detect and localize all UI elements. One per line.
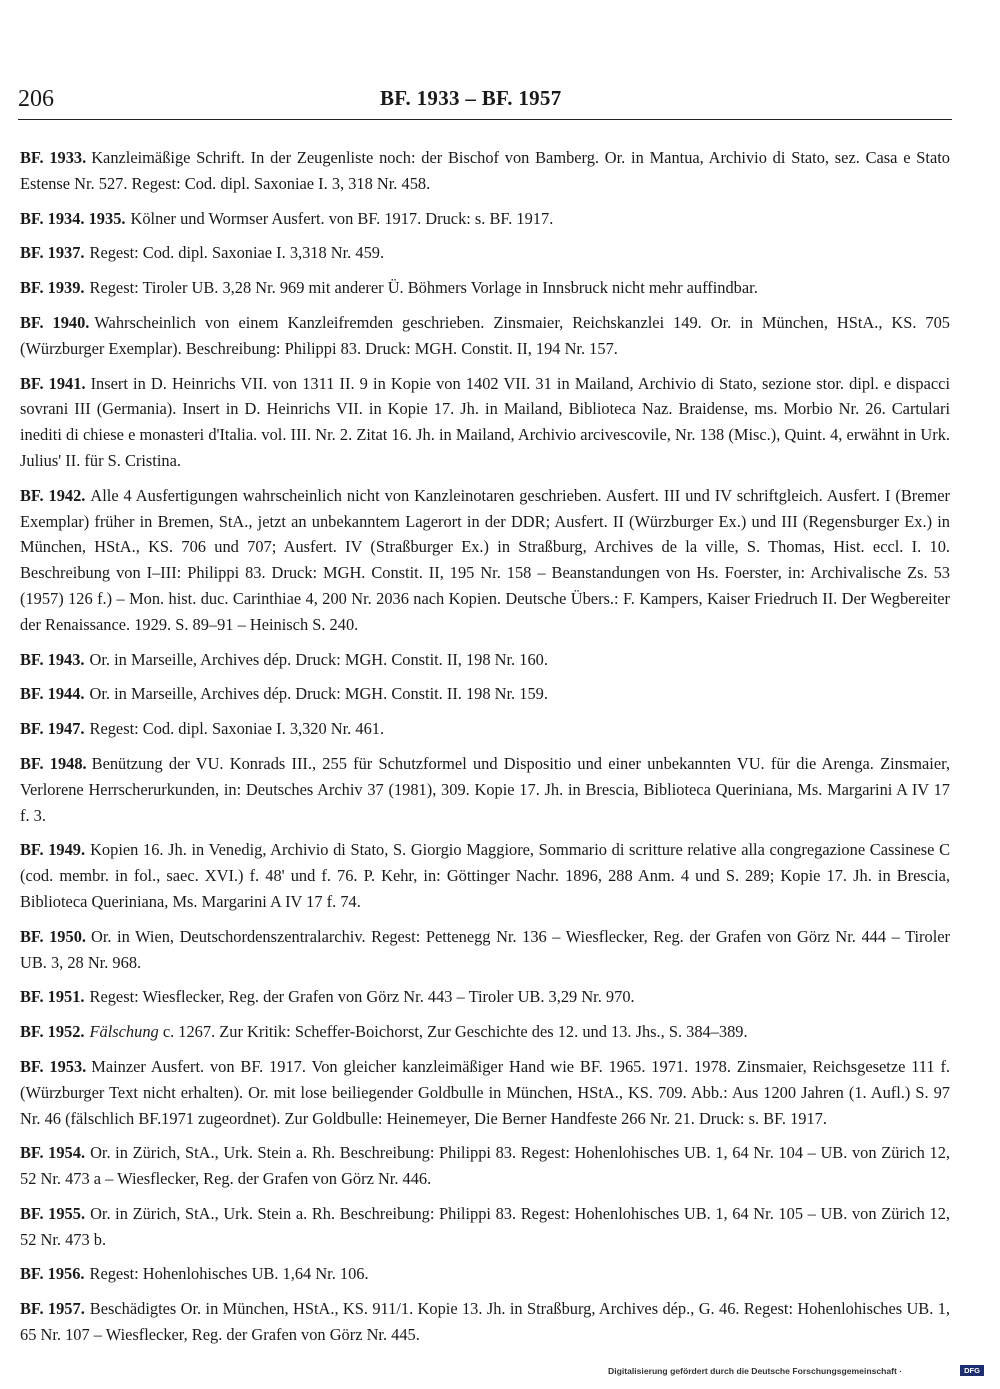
entry-text: Wahrscheinlich von einem Kanzleifremden geschrieben. Zinsmaier, Reichskanzlei 149. Or. in München, HStA., KS. 705 (Würzburger Exemplar). Beschreibung: Philippi 83. Druck: MGH. Constit. II, 194 Nr. 157. [20,312,950,358]
entry [20,275,950,301]
entry-id: BF. 1951. [20,987,85,1007]
entry [20,240,950,266]
entry [20,1296,950,1348]
entry-id: BF. 1940. [20,312,90,332]
page-number: 206 [18,86,54,112]
entry-id: BF. 1953. [20,1056,87,1076]
entry-emphasis: Fälschung [89,1022,159,1042]
entry-id: BF. 1947. [20,719,85,739]
entries-list [20,145,950,1357]
entry-text: Kanzleimäßige Schrift. In der Zeugenliste noch: der Bischof von Bamberg. Or. in Mantua, Archivio di Stato, sez. Casa e Stato Estense Nr. 527. Regest: Cod. dipl. Saxoniae I. 3, 318 Nr. 458. [20,148,950,193]
entry [20,1019,950,1045]
entry-text: Or. in Marseille, Archives dép. Druck: MGH. Constit. II. 198 Nr. 159. [89,684,548,704]
entry-id: BF. 1952. [20,1022,85,1042]
entry [20,371,950,474]
entry-text: Regest: Wiesflecker, Reg. der Grafen von Görz Nr. 443 – Tiroler UB. 3,29 Nr. 970. [89,987,635,1007]
entry [20,1201,950,1253]
dfg-logo: DFG [960,1365,984,1376]
entry [20,310,950,362]
entry-text: Regest: Cod. dipl. Saxoniae I. 3,320 Nr. 461. [89,719,385,739]
entry-id: BF. 1949. [20,840,86,860]
entry-id: BF. 1942. [20,485,86,505]
entry-text: Or. in Marseille, Archives dép. Druck: MGH. Constit. II, 198 Nr. 160. [89,649,548,669]
entry [20,984,950,1010]
entry-text: Kölner und Wormser Ausfert. von BF. 1917. Druck: s. BF. 1917. [130,208,554,228]
entry [20,483,950,638]
entry [20,206,950,232]
entry [20,1054,950,1131]
entry-id: BF. 1956. [20,1264,85,1284]
entry-id: BF. 1954. [20,1143,86,1163]
entry-text: Alle 4 Ausfertigungen wahrscheinlich nicht von Kanzleinotaren geschrieben. Ausfert. III und IV schriftgleich. Ausfert. I (Bremer Exemplar) früher in Bremen, StA., jetzt an unbekanntem Lagerort in der DDR; Ausfert. II (Würzburger Ex.) und III (Regensburger Ex.) in München, HStA., KS. 706 und 707; Ausfert. IV (Straßburger Ex.) in Straßburg, Archives de la ville, S. Thomas, Hist. eccl. I. 10. Beschreibung von I–III: Philippi 83. Druck: MGH. Constit. II, 195 Nr. 158 – Beanstandungen von Hs. Foerster, in: Archivalische Zs. 53 (1957) 126 f.) – Mon. hist. duc. Carinthiae 4, 200 Nr. 2036 nach Kopien. Deutsche Übers.: F. Kampers, Kaiser Friedruch II. Der Wegbereiter der Renaissance. 1929. S. 89–91 – Heinisch S. 240. [20,485,950,634]
entry-id: BF. 1933. [20,148,87,167]
entry-id: BF. 1934. 1935. [20,208,126,228]
entry-id: BF. 1944. [20,684,85,704]
entry [20,716,950,742]
entry-id: BF. 1939. [20,278,85,298]
entry-text: Or. in Wien, Deutschordenszentralarchiv. Regest: Pettenegg Nr. 136 – Wiesflecker, Reg. der Grafen von Görz Nr. 444 – Tiroler UB. 3, 28 Nr. 968. [20,926,950,972]
entry-text: Regest: Tiroler UB. 3,28 Nr. 969 mit anderer Ü. Böhmers Vorlage in Innsbruck nicht mehr auffindbar. [89,278,758,298]
entry-id: BF. 1943. [20,649,85,669]
running-head: BF. 1933 – BF. 1957 [380,86,562,110]
entry-text: Beschädigtes Or. in München, HStA., KS. 911/1. Kopie 13. Jh. in Straßburg, Archives dép., G. 46. Regest: Hohenlohisches UB. 1, 65 Nr. 107 – Wiesflecker, Reg. der Grafen von Görz Nr. 445. [20,1299,951,1345]
entry-id: BF. 1955. [20,1203,86,1223]
entry [20,751,950,828]
entry [20,145,950,197]
entry-id: BF. 1941. [20,373,86,393]
entry [20,1140,950,1192]
entry [20,837,950,914]
header-rule [18,119,952,120]
entry-text: Regest: Hohenlohisches UB. 1,64 Nr. 106. [89,1264,369,1284]
entry-text: c. 1267. Zur Kritik: Scheffer-Boichorst, Zur Geschichte des 12. und 13. Jhs., S. 384–389. [158,1022,748,1042]
entry-text: Regest: Cod. dipl. Saxoniae I. 3,318 Nr. 459. [89,243,385,263]
page-header [18,80,952,120]
entry [20,647,950,673]
entry-id: BF. 1950. [20,926,86,946]
entry-text: Or. in Zürich, StA., Urk. Stein a. Rh. Beschreibung: Philippi 83. Regest: Hohenlohisches UB. 1, 64 Nr. 105 – UB. von Zürich 12, 52 Nr. 473 b. [20,1203,951,1249]
entry-id: BF. 1948. [20,753,87,773]
entry [20,1261,950,1287]
entry-text: Benützung der VU. Konrads III., 255 für Schutzformel und Dispositio und einer unbekannten VU. für die Arenga. Zinsmaier, Verlorene Herrscherurkunden, in: Deutsches Archiv 37 (1981), 309. Kopie 17. Jh. in Brescia, Biblioteca Queriniana, Ms. Margarini A IV 17 f. 3. [20,753,951,825]
entry-text: Kopien 16. Jh. in Venedig, Archivio di Stato, S. Giorgio Maggiore, Sommario di scritture relative alla congregazione Cassinese C (cod. membr. in fol., saec. XVI.) f. 48' und f. 76. P. Kehr, in: Göttinger Nachr. 1896, 288 Anm. 4 und S. 289; Kopie 17. Jh. in Brescia, Biblioteca Queriniana, Ms. Margarini A IV 17 f. 74. [20,840,951,911]
entry-text: Mainzer Ausfert. von BF. 1917. Von gleicher kanzleimäßiger Hand wie BF. 1965. 1971. 1978. Zinsmaier, Reichsgesetze 111 f. (Würzburger Text nicht erhalten). Or. mit lose beiliegender Goldbulle in München, HStA., KS. 709. Abb.: Aus 1200 Jahren (1. Aufl.) S. 97 Nr. 46 (fälschlich BF.1971 zugeordnet). Zur Goldbulle: Heinemeyer, Die Berner Handfeste 266 Nr. 21. Druck: s. BF. 1917. [20,1056,951,1128]
funding-note: Digitalisierung gefördert durch die Deutsche Forschungsgemeinschaft · [608,1366,903,1376]
entry-text: Or. in Zürich, StA., Urk. Stein a. Rh. Beschreibung: Philippi 83. Regest: Hohenlohisches UB. 1, 64 Nr. 104 – UB. von Zürich 12, 52 Nr. 473 a – Wiesflecker, Reg. der Grafen von Görz Nr. 446. [20,1143,951,1189]
entry [20,924,950,976]
entry-text: Insert in D. Heinrichs VII. von 1311 II. 9 in Kopie von 1402 VII. 31 in Mailand, Archivio di Stato, sezione stor. dipl. e dispacci sovrani III (Germania). Insert in D. Heinrichs VII. in Kopie 17. Jh. in Mailand, Biblioteca Naz. Braidense, ms. Morbio Nr. 26. Cartulari inediti di chiese e monasteri d'Italia. vol. III. Nr. 2. Zitat 16. Jh. in Mailand, Archivio arcivescovile, Nr. 138 (Misc.), Quint. 4, erwähnt in Urk. Julius' II. für S. Cristina. [20,373,951,470]
entry-id: BF. 1937. [20,243,85,263]
entry [20,681,950,707]
entry-id: BF. 1957. [20,1299,85,1319]
